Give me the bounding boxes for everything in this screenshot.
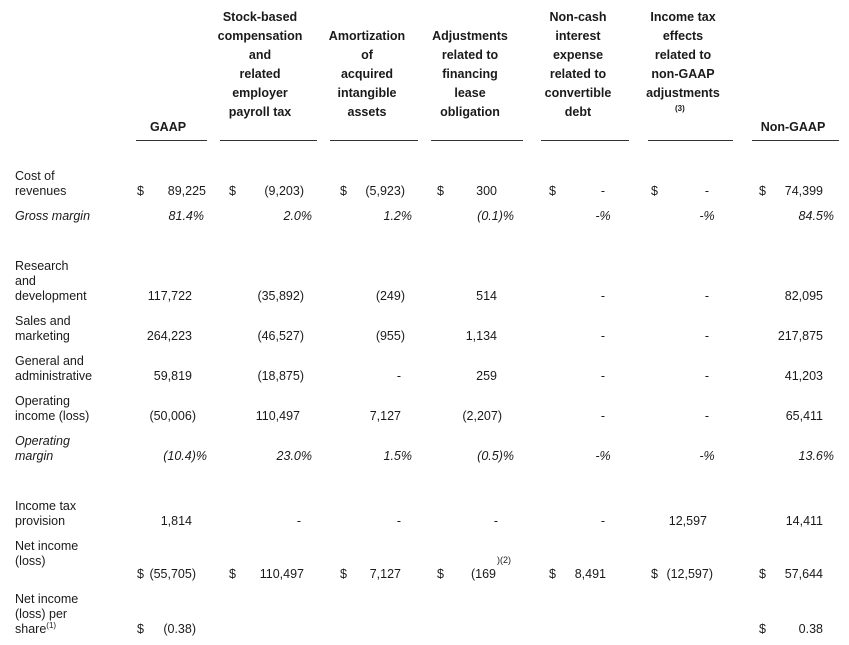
cell-value: - [493, 514, 499, 528]
cell-value: 217,875 [777, 329, 823, 343]
cell-value: 0.38 [798, 622, 823, 636]
row-label-operating-income: Operating income (loss) [15, 394, 90, 423]
header-rule [220, 140, 317, 141]
header-financing-lease: Adjustments related to financing lease obligation [432, 29, 508, 119]
currency-symbol: $ [340, 184, 347, 198]
cell-value: 514 [476, 289, 497, 303]
cell-value: - [396, 369, 402, 383]
cell-value: - [704, 184, 710, 198]
row-label-operating-margin: Operating margin [15, 434, 70, 463]
row-label-cost-of-revenues: Cost of revenues [15, 169, 67, 198]
cell-value: (0.5)% [477, 449, 514, 463]
cell-value: 81.4% [168, 209, 204, 223]
header-rule [330, 140, 418, 141]
row-label-net-income: Net income (loss) [15, 539, 79, 568]
cell-value: 1,814 [160, 514, 192, 528]
cell-value: 264,223 [146, 329, 192, 343]
cell-value: 13.6% [798, 449, 834, 463]
cell-value: (18,875) [257, 369, 304, 383]
cell-value: 82,095 [784, 289, 823, 303]
cell-value: (0.1)% [477, 209, 514, 223]
header-rule [752, 140, 839, 141]
row-label-gross-margin: Gross margin [15, 209, 91, 223]
cell-value: 1,134 [465, 329, 497, 343]
cell-value: 84.5% [798, 209, 834, 223]
cell-value: - [704, 289, 710, 303]
cell-value: 14,411 [785, 514, 823, 528]
header-rule [431, 140, 523, 141]
cell-value: 7,127 [369, 409, 401, 423]
currency-symbol: $ [229, 184, 236, 198]
header-income-tax-footnote: (3) [675, 104, 685, 113]
cell-value: - [296, 514, 302, 528]
cell-value: - [600, 369, 606, 383]
cell-value: 2.0% [283, 209, 312, 223]
cell-value: - [600, 184, 606, 198]
currency-symbol: $ [137, 567, 144, 581]
row-label-research-development: Research and development [15, 259, 87, 303]
cell-value: - [600, 329, 606, 343]
header-gaap: GAAP [149, 120, 187, 134]
cell-value: 1.5% [383, 449, 412, 463]
cell-value: - [396, 514, 402, 528]
cell-value: -% [595, 209, 611, 223]
currency-symbol: $ [340, 567, 347, 581]
cell-value: (0.38) [163, 622, 196, 636]
currency-symbol: $ [137, 622, 144, 636]
cell-value: - [704, 329, 710, 343]
currency-symbol: $ [549, 567, 556, 581]
cell-value: - [600, 289, 606, 303]
cell-value: -% [699, 209, 715, 223]
cell-value: 41,203 [784, 369, 823, 383]
cell-value: (12,597) [666, 567, 713, 581]
cell-value: (955) [375, 329, 405, 343]
currency-symbol: $ [137, 184, 144, 198]
currency-symbol: $ [549, 184, 556, 198]
cell-value: 12,597 [668, 514, 707, 528]
currency-symbol: $ [759, 184, 766, 198]
cell-value: (35,892) [257, 289, 304, 303]
header-income-tax-effects: Income tax effects related to non-GAAP adjustments [646, 10, 720, 100]
cell-value: 59,819 [153, 369, 192, 383]
cell-value: 7,127 [369, 567, 401, 581]
cell-value: (249) [375, 289, 405, 303]
header-noncash-interest: Non-cash interest expense related to convertible debt [544, 10, 612, 119]
cell-value: 74,399 [784, 184, 823, 198]
cell-value: (2,207) [462, 409, 502, 423]
cell-value: -% [595, 449, 611, 463]
cell-value: 89,225 [167, 184, 206, 198]
cell-value: (169 [470, 567, 496, 581]
row-label-general-administrative: General and administrative [15, 354, 93, 383]
cell-value: 65,411 [785, 409, 823, 423]
cell-value: 110,497 [259, 567, 304, 581]
eps-footnote: (1) [46, 620, 57, 630]
cell-value: (55,705) [149, 567, 196, 581]
cell-value: 57,644 [784, 567, 823, 581]
cell-value: (50,006) [149, 409, 196, 423]
header-non-gaap: Non-GAAP [760, 120, 826, 134]
row-label-net-income-per-share [15, 592, 78, 637]
cell-value: 259 [476, 369, 497, 383]
currency-symbol: $ [229, 567, 236, 581]
row-label-income-tax-provision: Income tax provision [15, 499, 77, 528]
header-rule [541, 140, 629, 141]
cell-value: 300 [476, 184, 497, 198]
cell-value: 8,491 [574, 567, 606, 581]
cell-value: -% [699, 449, 715, 463]
row-label-sales-marketing: Sales and marketing [15, 314, 71, 343]
cell-value: (5,923) [365, 184, 405, 198]
currency-symbol: $ [651, 567, 658, 581]
cell-value: (46,527) [257, 329, 304, 343]
currency-symbol: $ [651, 184, 658, 198]
header-amortization: Amortization of acquired intangible assets [328, 29, 406, 119]
currency-symbol: $ [437, 184, 444, 198]
cell-value: 23.0% [276, 449, 312, 463]
cell-value: 1.2% [383, 209, 412, 223]
cell-value: - [704, 369, 710, 383]
cell-value: - [704, 409, 710, 423]
row-label-eps-text: Net income (loss) per share [15, 592, 79, 636]
cell-value: (9,203) [264, 184, 304, 198]
header-rule [136, 140, 207, 141]
cell-value: 117,722 [147, 289, 192, 303]
currency-symbol: $ [437, 567, 444, 581]
header-stock-based-compensation: Stock-based compensation and related employer payroll tax [217, 10, 303, 119]
cell-value: - [600, 514, 606, 528]
currency-symbol: $ [759, 567, 766, 581]
cell-value: 110,497 [255, 409, 300, 423]
cell-value: - [600, 409, 606, 423]
cell-value: (10.4)% [163, 449, 207, 463]
header-rule [648, 140, 733, 141]
currency-symbol: $ [759, 622, 766, 636]
net-income-lease-footnote: )(2) [497, 555, 511, 565]
